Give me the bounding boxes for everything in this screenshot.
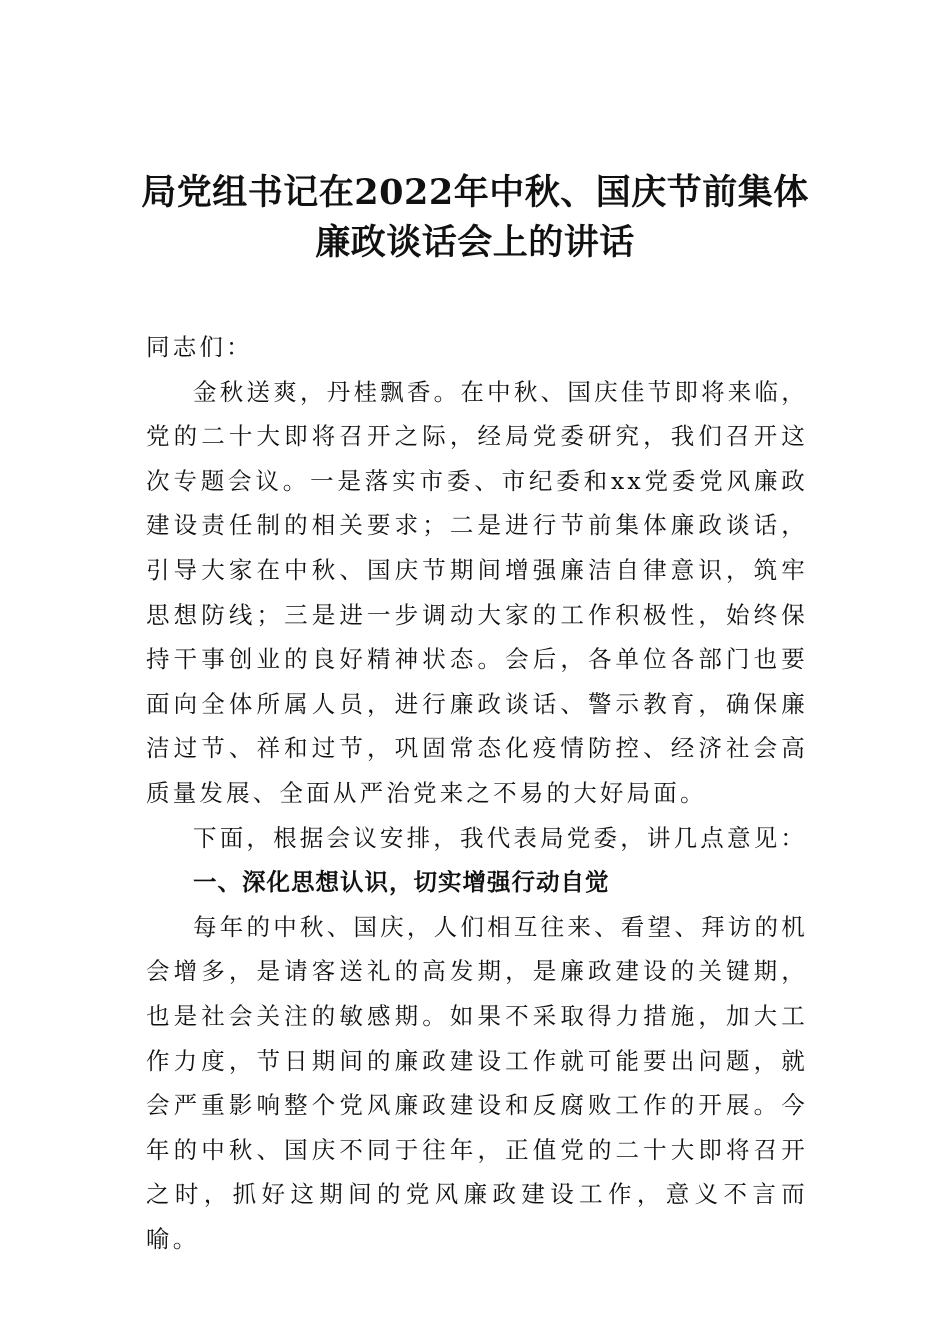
salutation: 同志们： <box>146 333 253 361</box>
document-title <box>120 168 830 268</box>
transition-paragraph: 下面，根据会议安排，我代表局党委，讲几点意见： <box>193 823 808 852</box>
title-line-2: 廉政谈话会上的讲话 <box>315 222 635 263</box>
opening-paragraph: 金秋送爽，丹桂飘香。在中秋、国庆佳节即将来临，党的二十大即将召开之际，经局党委研究，我们召开这次专题会议。一是落实市委、市纪委和xx党委党风廉政建设责任制的相关要求；二是进行节前集体廉政谈话，引导大家在中秋、国庆节期间增强廉洁自律意识，筑牢思想防线；三是进一步调动大家的工作积极性，始终保持干事创业的良好精神状态。会后，各单位各部门也要面向全体所属人员，进行廉政谈话、警示教育，确保廉洁过节、祥和过节，巩固常态化疫情防控、经济社会高质量发展、全面从严治党来之不易的大好局面。 <box>146 377 808 807</box>
document-body <box>146 325 808 1261</box>
title-line-1: 局党组书记在2022年中秋、国庆节前集体 <box>141 172 809 213</box>
section-heading-1: 一、深化思想认识，切实增强行动自觉 <box>193 868 610 897</box>
section-1-paragraph: 每年的中秋、国庆，人们相互往来、看望、拜访的机会增多，是请客送礼的高发期，是廉政建设的关键期，也是社会关注的敏感期。如果不采取得力措施，加大工作力度，节日期间的廉政建设工作就可能要出问题，就会严重影响整个党风廉政建设和反腐败工作的开展。今年的中秋、国庆不同于往年，正值党的二十大即将召开之时，抓好这期间的党风廉政建设工作，意义不言而喻。 <box>146 912 808 1253</box>
